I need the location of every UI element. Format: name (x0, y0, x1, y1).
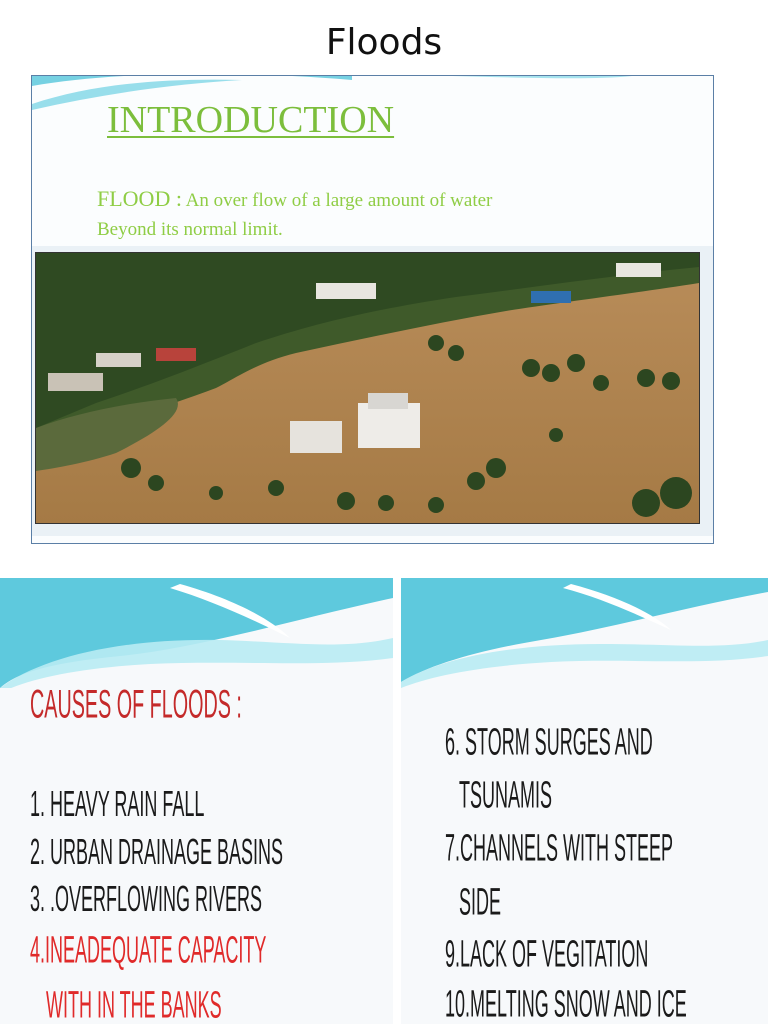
introduction-heading: INTRODUCTION (107, 99, 395, 141)
flood-definition-text: An over flow of a large amount of water (181, 190, 493, 211)
causes-heading: CAUSES OF FLOODS : (30, 683, 242, 728)
flood-definition-line-1 (97, 186, 492, 212)
flood-term: FLOOD : (97, 186, 182, 211)
cause-item-6: 6. STORM SURGES AND (445, 720, 653, 764)
cause-item-7: 7.CHANNELS WITH STEEP (445, 826, 674, 870)
slide-swoosh-decoration (0, 578, 393, 688)
cause-item-10: 10.MELTING SNOW AND ICE (445, 982, 687, 1024)
causes-slide-left (0, 578, 393, 1024)
cause-item-3: 3. .OVERFLOWING RIVERS (30, 878, 263, 919)
cause-item-7-continued: SIDE (459, 880, 502, 924)
cause-item-1: 1. HEAVY RAIN FALL (30, 783, 205, 824)
cause-item-6-continued: TSUNAMIS (459, 773, 553, 817)
cause-item-2: 2. URBAN DRAINAGE BASINS (30, 831, 284, 872)
page-title: Floods (325, 22, 443, 63)
causes-slide-right (401, 578, 768, 1024)
introduction-slide (31, 75, 714, 544)
cause-item-9: 9.LACK OF VEGITATION (445, 932, 649, 976)
cause-item-4: 4.INEADEQUATE CAPACITY (30, 928, 267, 972)
flood-definition-line-2: Beyond its normal limit. (97, 219, 283, 240)
slide-swoosh-decoration (401, 578, 768, 688)
cause-item-4-continued: WITH IN THE BANKS (46, 983, 222, 1024)
flood-aerial-photo (35, 252, 700, 524)
